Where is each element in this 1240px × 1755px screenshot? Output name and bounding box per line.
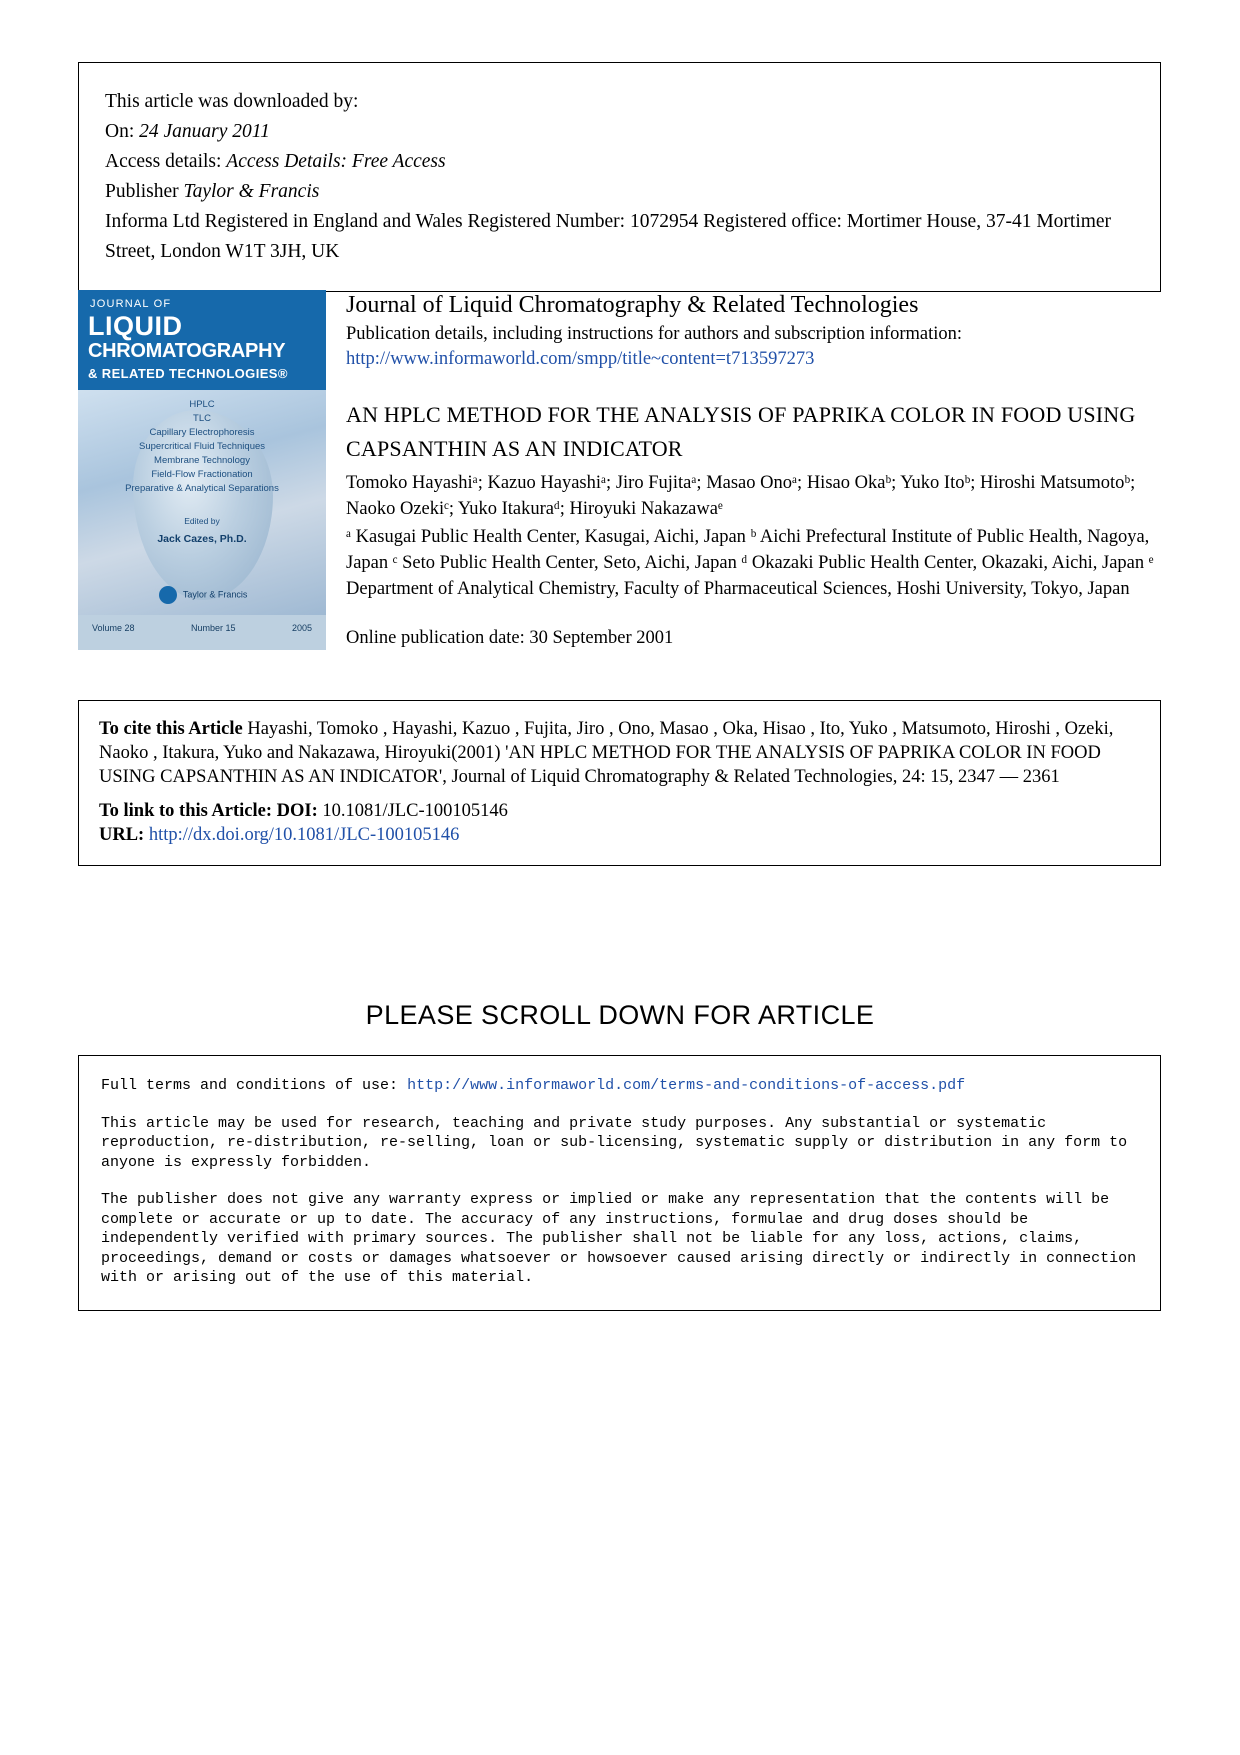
cover-technique-3: Supercritical Fluid Techniques (138, 441, 266, 452)
doi-value: 10.1081/JLC-100105146 (322, 801, 508, 821)
cover-year: 2005 (291, 623, 312, 633)
on-label: On: (105, 121, 135, 142)
author-affiliations: ᵃ Kasugai Public Health Center, Kasugai, Aichi, Japan ᵇ Aichi Prefectural Institute of Public Health, Nagoya, Japan ᶜ Seto Public Health Center, Seto, Aichi, Japan ᵈ Okazaki Public Health Center, Okazaki, Aichi, Japan ᵉ Department of Analytical Chemistry, Faculty of Pharmaceutical Sciences, Hoshi University, Tokyo, Japan (346, 527, 1154, 599)
access-details-label: Access details: (105, 151, 222, 172)
taylor-francis-circle-icon (159, 586, 177, 604)
journal-details (346, 290, 1161, 649)
doi-row (99, 799, 1140, 823)
cover-number: Number 15 (190, 623, 236, 633)
cover-technique-0: HPLC (189, 399, 215, 410)
cover-technique-6: Preparative & Analytical Separations (125, 483, 279, 494)
full-terms-label: Full terms and conditions of use: (101, 1077, 399, 1094)
access-details-line (105, 147, 1134, 177)
terms-paragraph-2: The publisher does not give any warranty express or implied or make any representation that the contents will be complete or accurate or up to date. The accuracy of any instructions, formulae and drug doses should be independently verified with primary sources. The publisher shall not be liable for any loss, actions, claims, proceedings, demand or costs or damages whatsoever or howsoever caused arising directly or indirectly in connection with or arising out of the use of this material. (101, 1191, 1137, 1286)
publisher-line (105, 177, 1134, 207)
full-terms-line (101, 1076, 1138, 1096)
cover-related-technologies: & RELATED TECHNOLOGIES® (88, 366, 288, 381)
cover-volume: Volume 28 (92, 623, 135, 633)
online-publication-date: Online publication date: 30 September 2001 (346, 628, 674, 648)
publication-details-text: Publication details, including instructions for authors and subscription information: (346, 324, 963, 344)
url-row (99, 823, 1140, 847)
journal-block (78, 290, 1161, 650)
journal-title: Journal of Liquid Chromatography & Related Technologies (346, 292, 919, 318)
cover-technique-2: Capillary Electrophoresis (149, 427, 255, 438)
to-cite-text: Hayashi, Tomoko , Hayashi, Kazuo , Fujita, Jiro , Ono, Masao , Oka, Hisao , Ito, Yuko , Matsumoto, Hiroshi , Ozeki, Naoko , Itakura, Yuko and Nakazawa, Hiroyuki(2001) 'AN HPLC METHOD FOR THE ANALYSIS OF PAPRIKA COLOR IN FOOD USING CAPSANTHIN AS AN INDICATOR', Journal of Liquid Chromatography & Related Technologies, 24: 15, 2347 — 2361 (99, 719, 1114, 787)
access-details-value: Access Details: Free Access (226, 151, 446, 172)
citation-box (78, 700, 1161, 866)
cover-liquid: LIQUID (88, 311, 183, 341)
cover-artwork (78, 390, 326, 615)
on-value: 24 January 2011 (139, 121, 270, 142)
download-info-box (78, 62, 1161, 292)
cover-edited-by-label: Edited by (184, 516, 220, 526)
article-title: AN HPLC METHOD FOR THE ANALYSIS OF PAPRIKA COLOR IN FOOD USING CAPSANTHIN AS AN INDICATOR (346, 402, 1136, 461)
publisher-value: Taylor & Francis (183, 181, 320, 202)
downloaded-by-label: This article was downloaded by: (105, 91, 359, 112)
cover-publisher-logo (148, 586, 258, 604)
cover-technique-list (78, 398, 326, 496)
cover-issue-line (78, 623, 326, 633)
to-cite-row (99, 717, 1140, 789)
scroll-down-notice: PLEASE SCROLL DOWN FOR ARTICLE (365, 1000, 875, 1030)
download-date-line (105, 117, 1134, 147)
doi-label: To link to this Article: DOI: (99, 801, 318, 821)
cover-journal-of: JOURNAL OF (90, 298, 172, 310)
cover-technique-5: Field-Flow Fractionation (151, 469, 253, 480)
to-cite-label: To cite this Article (99, 719, 243, 739)
cover-technique-4: Membrane Technology (154, 455, 250, 466)
cover-masthead (78, 290, 326, 390)
full-terms-link[interactable]: http://www.informaworld.com/terms-and-conditions-of-access.pdf (407, 1077, 966, 1094)
url-label: URL: (99, 825, 145, 845)
doi-url-link[interactable]: http://dx.doi.org/10.1081/JLC-100105146 (148, 825, 460, 845)
cover-publisher-name: Taylor & Francis (182, 589, 248, 600)
article-authors: Tomoko Hayashiᵃ; Kazuo Hayashiᵃ; Jiro Fujitaᵃ; Masao Onoᵃ; Hisao Okaᵇ; Yuko Itoᵇ; Hiroshi Matsumotoᵇ; Naoko Ozekiᶜ; Yuko Itakuraᵈ; Hiroyuki Nakazawaᵉ (346, 473, 1136, 519)
terms-paragraph-1: This article may be used for research, teaching and private study purposes. Any substantial or systematic reproduction, re-distribution, re-selling, loan or sub-licensing, systematic supply or distribution in any form to anyone is expressly forbidden. (101, 1114, 1128, 1171)
cover-technique-1: TLC (193, 413, 211, 424)
journal-cover-image (78, 290, 326, 650)
journal-homepage-link[interactable]: http://www.informaworld.com/smpp/title~content=t713597273 (346, 349, 815, 369)
publisher-label: Publisher (105, 181, 179, 202)
terms-and-conditions-box (78, 1055, 1161, 1311)
cover-chromatography: CHROMATOGRAPHY (88, 340, 286, 362)
registered-office-line: Informa Ltd Registered in England and Wales Registered Number: 1072954 Registered office: Mortimer House, 37-41 Mortimer Street, London W1T 3JH, UK (105, 211, 1112, 262)
downloaded-by-line (105, 87, 1134, 117)
cover-editor-name: Jack Cazes, Ph.D. (157, 533, 247, 545)
